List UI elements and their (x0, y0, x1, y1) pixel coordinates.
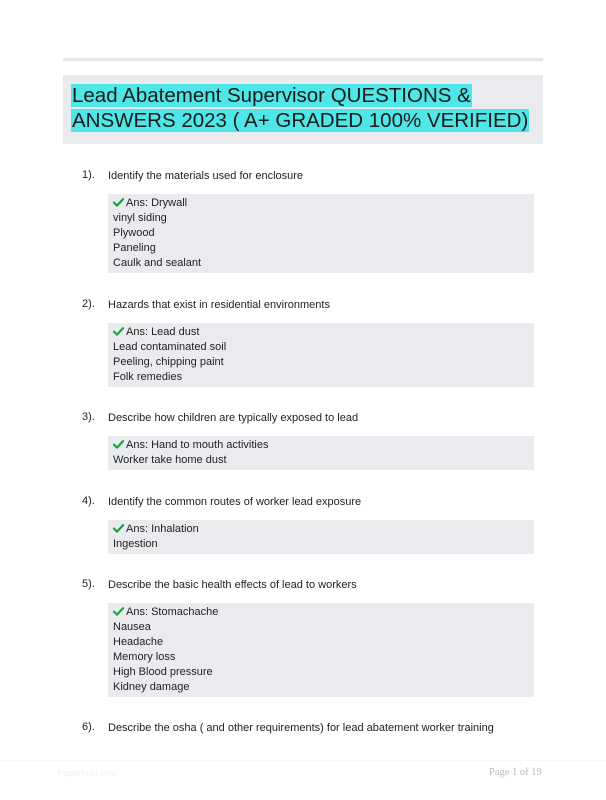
question-text: Identify the common routes of worker lead exposure (108, 496, 362, 508)
question-text: Hazards that exist in residential environments (108, 299, 330, 311)
check-icon (113, 440, 124, 449)
check-icon (113, 327, 124, 336)
answer-text: Lead contaminated soil (113, 341, 227, 353)
answer-primary-line (113, 196, 534, 211)
answer-box (108, 323, 534, 387)
answer-text: High Blood pressure (113, 666, 213, 678)
answer-text: Kidney damage (113, 681, 190, 693)
document-title (71, 83, 535, 133)
answer-line (113, 650, 534, 665)
answer-line (113, 226, 534, 241)
page-indicator: Page 1 of 19 (489, 767, 542, 778)
answer-line (113, 355, 534, 370)
question-text: Identify the materials used for enclosure (108, 170, 304, 182)
answer-line (113, 665, 534, 680)
answer-text: Peeling, chipping paint (113, 356, 224, 368)
question-number: 6). (82, 721, 95, 733)
answer-text: Worker take home dust (113, 454, 227, 466)
answer-text: Ans: Inhalation (126, 523, 199, 535)
answer-line (113, 620, 534, 635)
answer-text: Ans: Lead dust (126, 326, 200, 338)
question-text: Describe the osha ( and other requirements) for lead abatement worker training (108, 722, 494, 734)
answer-text: Caulk and sealant (113, 257, 202, 269)
question-number: 2). (82, 298, 95, 310)
title-banner (63, 75, 543, 144)
footer-divider (0, 760, 606, 761)
answer-line (113, 635, 534, 650)
answer-line (113, 453, 534, 468)
question-text: Describe the basic health effects of lead to workers (108, 579, 357, 591)
answer-box (108, 194, 534, 273)
answer-line (113, 241, 534, 256)
footer-watermark: Paperfolio.com (57, 768, 118, 778)
answer-text: Ans: Stomachache (126, 606, 219, 618)
answer-box (108, 603, 534, 697)
answer-line (113, 537, 534, 552)
answer-line (113, 211, 534, 226)
answer-text: Plywood (113, 227, 155, 239)
question-number: 5). (82, 578, 95, 590)
answer-box (108, 436, 534, 470)
question-text: Describe how children are typically exposed to lead (108, 412, 359, 424)
answer-line (113, 340, 534, 355)
answer-text: Paneling (113, 242, 156, 254)
document-title-text: Lead Abatement Supervisor QUESTIONS & ANSWERS 2023 ( A+ GRADED 100% VERIFIED) (72, 84, 529, 132)
answer-text: Headache (113, 636, 164, 648)
answer-text: Ans: Drywall (126, 197, 188, 209)
answer-line (113, 370, 534, 385)
answer-primary-line (113, 522, 534, 537)
question-number: 1). (82, 169, 95, 181)
answer-text: vinyl siding (113, 212, 167, 224)
answer-text: Folk remedies (113, 371, 183, 383)
answer-box (108, 520, 534, 554)
question-number: 3). (82, 411, 95, 423)
answer-primary-line (113, 605, 534, 620)
answer-primary-line (113, 438, 534, 453)
answer-line (113, 680, 534, 695)
question-number: 4). (82, 495, 95, 507)
check-icon (113, 607, 124, 616)
answer-text: Memory loss (113, 651, 176, 663)
answer-text: Nausea (113, 621, 151, 633)
answer-line (113, 256, 534, 271)
check-icon (113, 524, 124, 533)
answer-primary-line (113, 325, 534, 340)
top-divider (63, 58, 543, 61)
answer-text: Ans: Hand to mouth activities (126, 439, 269, 451)
answer-text: Ingestion (113, 538, 158, 550)
check-icon (113, 198, 124, 207)
